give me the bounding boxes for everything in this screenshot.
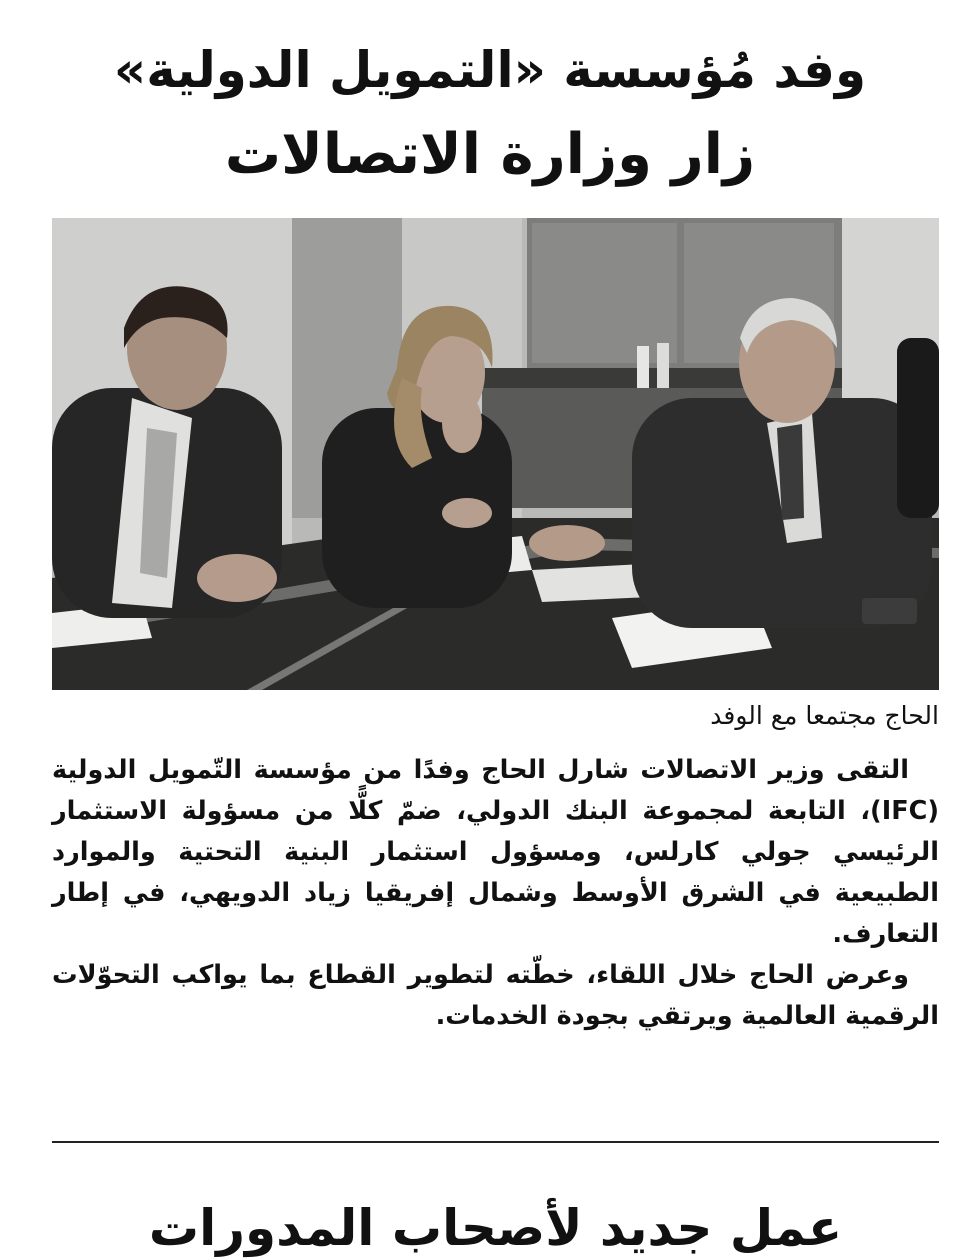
headline-line-1: وفد مُؤسسة «التمويل الدولية» bbox=[113, 41, 867, 99]
article-photo bbox=[52, 218, 939, 690]
article-paragraph: التقى وزير الاتصالات شارل الحاج وفدًا من مؤسسة التّمويل الدولية (IFC)، التابعة لمجموعة البنك الدولي، ضمّ كلًّا من مسؤولة الاستثمار الرئيسي جولي كارلس، ومسؤول استثمار البنية التحتية والموارد الطبيعية في الشرق الأوسط وشمال إفريقيا زياد الدويهي، في إطار التعارف. bbox=[52, 755, 939, 949]
section-divider bbox=[52, 1141, 939, 1143]
article-body bbox=[52, 750, 939, 1037]
photo-caption: الحاج مجتمعا مع الوفد bbox=[710, 701, 939, 730]
article-paragraph: وعرض الحاج خلال اللقاء، خطّته لتطوير القطاع بما يواكب التحوّلات الرقمية العالمية ويرتقي بجودة الخدمات. bbox=[52, 960, 939, 1031]
headline-line-2: زار وزارة الاتصالات bbox=[224, 122, 756, 187]
next-article-headline: عمل جديد لأصحاب المدورات bbox=[148, 1199, 843, 1257]
